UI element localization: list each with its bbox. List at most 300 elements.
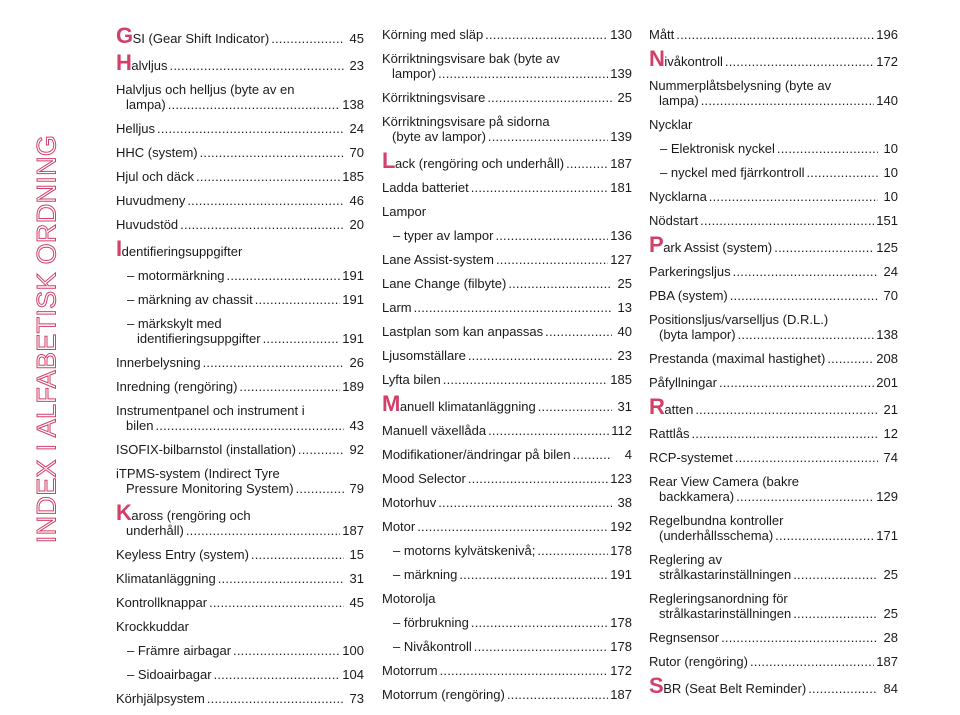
page-number: 15 (349, 547, 364, 562)
dot-leader (691, 426, 878, 441)
index-entry (382, 348, 632, 363)
index-entry (649, 673, 898, 698)
entry-row (116, 595, 364, 610)
index-column-3 (649, 27, 898, 705)
entry-row (116, 97, 364, 112)
dot-leader (468, 471, 608, 486)
entry-first-line (649, 513, 898, 528)
page-number: 178 (610, 543, 632, 558)
index-entry (116, 82, 364, 112)
entry-row (382, 276, 632, 291)
entry-row (382, 372, 632, 387)
page-number: 127 (610, 252, 632, 267)
page-number: 139 (610, 66, 632, 81)
entry-text: – Främre airbagar (127, 643, 232, 658)
page-number: 31 (617, 399, 632, 414)
entry-text: Huvudmeny (116, 193, 186, 208)
entry-row (116, 121, 364, 136)
index-letter: M (382, 391, 400, 416)
entry-text: (byta lampor) (659, 327, 736, 342)
entry-text: Ljusomställare (382, 348, 466, 363)
index-entry (116, 466, 364, 496)
entry-text: Larm (382, 300, 412, 315)
entry-text: Körhjälpsystem (116, 691, 205, 706)
entry-text: Modifikationer/ändringar på bilen (382, 447, 571, 462)
entry-text: Rattlås (649, 426, 690, 441)
dot-leader (168, 97, 341, 112)
index-subentry (649, 141, 898, 156)
entry-row (382, 66, 632, 81)
entry-first-line-text: Nummerplåtsbelysning (byte av (649, 78, 832, 93)
page-number: 70 (349, 145, 364, 160)
entry-row (649, 426, 898, 441)
index-entry (116, 547, 364, 562)
dot-leader (170, 58, 344, 73)
page-number: 130 (610, 27, 632, 42)
entry-row (660, 165, 898, 180)
index-heading (382, 204, 632, 219)
entry-text: strålkastarinställningen (659, 567, 792, 582)
entry-row (382, 495, 632, 510)
entry-first-line (649, 552, 898, 567)
entry-first-line (116, 82, 364, 97)
entry-row (649, 654, 898, 669)
index-subentry (116, 667, 364, 682)
dot-leader (507, 687, 608, 702)
page-number: 187 (610, 687, 632, 702)
page-number: 104 (342, 667, 364, 682)
index-entry (649, 552, 898, 582)
index-entry (649, 46, 898, 71)
entry-row (649, 567, 898, 582)
entry-text: Lane Change (filbyte) (382, 276, 507, 291)
index-entry (382, 471, 632, 486)
index-entry (649, 474, 898, 504)
dot-leader (735, 450, 878, 465)
index-entry (116, 403, 364, 433)
dot-leader (207, 691, 344, 706)
entry-text: HHC (system) (116, 145, 198, 160)
index-entry (382, 252, 632, 267)
page-number: 28 (883, 630, 898, 645)
entry-row (649, 489, 898, 504)
page-number: 31 (349, 571, 364, 586)
entry-text: lampa) (126, 97, 166, 112)
page-number: 189 (342, 379, 364, 394)
entry-row (393, 615, 632, 630)
page-number: 187 (342, 523, 364, 538)
entry-text: Påfyllningar (649, 375, 717, 390)
index-subentry (116, 316, 364, 346)
index-entry (382, 180, 632, 195)
entry-first-line (116, 403, 364, 418)
index-entry (116, 442, 364, 457)
index-letter: I (116, 236, 122, 261)
dot-leader (700, 213, 874, 228)
entry-row (660, 141, 898, 156)
entry-text: Keyless Entry (system) (116, 547, 249, 562)
entry-row (116, 169, 364, 184)
dot-leader (793, 606, 878, 621)
dot-leader (251, 547, 344, 562)
page-number: 21 (883, 402, 898, 417)
page-number: 40 (617, 324, 632, 339)
page-number: 208 (876, 351, 898, 366)
index-entry (116, 500, 364, 538)
entry-row (649, 528, 898, 543)
index-letter: G (116, 23, 133, 48)
dot-leader (187, 193, 344, 208)
page-number: 70 (883, 288, 898, 303)
entry-row (116, 481, 364, 496)
entry-text: underhåll) (126, 523, 184, 538)
page-number: 20 (349, 217, 364, 232)
index-letter: N (649, 46, 665, 71)
page-number: 125 (876, 240, 898, 255)
dot-leader (545, 324, 612, 339)
entry-text: Lastplan som kan anpassas (382, 324, 544, 339)
page-number: 191 (610, 567, 632, 582)
dot-leader (738, 327, 875, 342)
index-entry (116, 193, 364, 208)
entry-text: Nödstart (649, 213, 699, 228)
dot-leader (701, 93, 875, 108)
entry-first-line-text: aross (rengöring och (131, 508, 251, 523)
dot-leader (414, 300, 612, 315)
dot-leader (495, 228, 608, 243)
entry-row (116, 145, 364, 160)
entry-text: Parkeringsljus (649, 264, 731, 279)
entry-first-line-text: Reglering av (649, 552, 722, 567)
index-entry (649, 513, 898, 543)
entry-first-line (382, 51, 632, 66)
entry-text: Motor (382, 519, 416, 534)
entry-text: ISOFIX-bilbarnstol (installation) (116, 442, 296, 457)
entry-row (116, 379, 364, 394)
index-entry (382, 372, 632, 387)
index-entry (116, 23, 364, 48)
index-entry (116, 145, 364, 160)
entry-text: Halvljus (116, 50, 168, 75)
page-number: 185 (610, 372, 632, 387)
entry-first-line (649, 591, 898, 606)
page-number: 45 (349, 595, 364, 610)
dot-leader (719, 375, 874, 390)
index-entry (649, 27, 898, 42)
index-letter: K (116, 500, 132, 525)
entry-text: lampor) (392, 66, 437, 81)
page-number: 191 (342, 292, 364, 307)
entry-text: Kontrollknappar (116, 595, 208, 610)
index-entry (382, 495, 632, 510)
dot-leader (438, 66, 608, 81)
index-entry (382, 519, 632, 534)
page-number: 100 (342, 643, 364, 658)
page-number: 171 (876, 528, 898, 543)
dot-leader (488, 129, 608, 144)
entry-row (649, 375, 898, 390)
dot-leader (721, 630, 878, 645)
dot-leader (440, 663, 609, 678)
entry-first-line (649, 312, 898, 327)
entry-text: Mått (649, 27, 675, 42)
page-number: 138 (876, 327, 898, 342)
dot-leader (233, 643, 340, 658)
entry-text: SBR (Seat Belt Reminder) (649, 673, 807, 698)
entry-first-line (649, 78, 898, 93)
entry-row (393, 228, 632, 243)
entry-row (382, 391, 632, 416)
entry-text: Rutor (rengöring) (649, 654, 748, 669)
dot-leader (537, 543, 608, 558)
index-entry (649, 351, 898, 366)
entry-row (116, 217, 364, 232)
entry-first-line (649, 474, 898, 489)
page-number: 25 (617, 276, 632, 291)
page-number: 23 (617, 348, 632, 363)
page-number: 178 (610, 639, 632, 654)
entry-row (382, 519, 632, 534)
index-entry (116, 217, 364, 232)
dot-leader (417, 519, 608, 534)
entry-text: strålkastarinställningen (659, 606, 792, 621)
dot-leader (566, 156, 608, 171)
entry-text: Park Assist (system) (649, 232, 773, 257)
entry-row (382, 300, 632, 315)
entry-first-line (116, 466, 364, 481)
dot-leader (438, 495, 612, 510)
dot-leader (227, 268, 341, 283)
dot-leader (471, 615, 608, 630)
entry-text: Ratten (649, 394, 694, 419)
heading-text: Motorolja (382, 591, 436, 606)
index-subentry (116, 268, 364, 283)
page-number: 25 (883, 567, 898, 582)
entry-first-line-text: Halvljus och helljus (byte av en (116, 82, 295, 97)
dot-leader (196, 169, 340, 184)
entry-row (382, 129, 632, 144)
dot-leader (573, 447, 612, 462)
entry-text: Prestanda (maximal hastighet) (649, 351, 826, 366)
heading-text: Identifieringsuppgifter (116, 236, 243, 261)
entry-row (127, 643, 364, 658)
dot-leader (468, 348, 612, 363)
entry-text: (byte av lampor) (392, 129, 486, 144)
dot-leader (155, 418, 344, 433)
dot-leader (180, 217, 344, 232)
heading-text: Nycklar (649, 117, 693, 132)
entry-row (649, 351, 898, 366)
dot-leader (736, 489, 874, 504)
dot-leader (496, 252, 608, 267)
page-number: 112 (611, 423, 632, 438)
dot-leader (750, 654, 874, 669)
page-number: 192 (610, 519, 632, 534)
index-entry (382, 27, 632, 42)
dot-leader (807, 165, 879, 180)
entry-row (116, 50, 364, 75)
dot-leader (695, 402, 878, 417)
page-number: 10 (883, 141, 898, 156)
index-entry (382, 148, 632, 173)
entry-text: lampa) (659, 93, 699, 108)
entry-text: GSI (Gear Shift Indicator) (116, 23, 270, 48)
index-letter: R (649, 394, 665, 419)
page-number: 10 (883, 189, 898, 204)
index-subentry (382, 639, 632, 654)
index-subentry (382, 615, 632, 630)
entry-first-line (382, 114, 632, 129)
index-entry (649, 654, 898, 669)
entry-text: backkamera) (659, 489, 735, 504)
page-number: 10 (883, 165, 898, 180)
page-number: 191 (342, 268, 364, 283)
entry-text: – förbrukning (393, 615, 469, 630)
entry-text: Helljus (116, 121, 156, 136)
index-subentry (382, 543, 632, 558)
entry-text: – motorns kylvätskenivå; (393, 543, 536, 558)
dot-leader (471, 180, 609, 195)
page-number: 43 (349, 418, 364, 433)
page-number: 24 (349, 121, 364, 136)
page-number: 46 (349, 193, 364, 208)
entry-row (116, 418, 364, 433)
entry-row (382, 471, 632, 486)
dot-leader (218, 571, 344, 586)
page-number: 123 (610, 471, 632, 486)
index-entry (116, 379, 364, 394)
index-subentry (649, 165, 898, 180)
entry-text: Manuell växellåda (382, 423, 487, 438)
dot-leader (508, 276, 612, 291)
dot-leader (296, 481, 344, 496)
dot-leader (263, 331, 341, 346)
dot-leader (209, 595, 344, 610)
entry-text: PBA (system) (649, 288, 728, 303)
page-number: 140 (876, 93, 898, 108)
entry-text: Körning med släp (382, 27, 484, 42)
entry-row (649, 394, 898, 419)
dot-leader (775, 528, 874, 543)
dot-leader (793, 567, 878, 582)
index-entry (382, 324, 632, 339)
index-entry (649, 312, 898, 342)
index-entry (649, 394, 898, 419)
entry-row (116, 691, 364, 706)
entry-text: Regnsensor (649, 630, 720, 645)
entry-text: Manuell klimatanläggning (382, 391, 536, 416)
entry-text: Motorrum (rengöring) (382, 687, 505, 702)
dot-leader (485, 27, 608, 42)
heading-text: Krockkuddar (116, 619, 189, 634)
page-number: 172 (610, 663, 632, 678)
entry-row (382, 27, 632, 42)
dot-leader (827, 351, 874, 366)
page-number: 201 (876, 375, 898, 390)
page-number: 23 (349, 58, 364, 73)
entry-text: Hjul och däck (116, 169, 195, 184)
entry-text: – nyckel med fjärrkontroll (660, 165, 805, 180)
entry-row (393, 543, 632, 558)
index-entry (382, 423, 632, 438)
page-number: 4 (624, 447, 632, 462)
dot-leader (203, 355, 344, 370)
page-number: 138 (342, 97, 364, 112)
entry-row (649, 213, 898, 228)
index-entry (649, 375, 898, 390)
page-number: 178 (610, 615, 632, 630)
page-number: 151 (876, 213, 898, 228)
page-number: 26 (349, 355, 364, 370)
entry-text: Huvudstöd (116, 217, 179, 232)
entry-text: Klimatanläggning (116, 571, 216, 586)
page-number: 136 (610, 228, 632, 243)
entry-row (116, 23, 364, 48)
index-heading (116, 236, 364, 261)
index-heading (382, 591, 632, 606)
index-entry (116, 571, 364, 586)
index-letter: P (649, 232, 664, 257)
entry-row (382, 447, 632, 462)
page-number: 24 (883, 264, 898, 279)
dot-leader (157, 121, 344, 136)
page-number: 79 (349, 481, 364, 496)
index-entry (649, 213, 898, 228)
index-entry (649, 78, 898, 108)
index-letter: H (116, 50, 132, 75)
dot-leader (725, 54, 874, 69)
dot-leader (487, 90, 612, 105)
entry-row (127, 331, 364, 346)
index-heading (116, 619, 364, 634)
entry-first-line-text: – märkskylt med (127, 316, 222, 331)
index-entry (382, 90, 632, 105)
entry-row (127, 268, 364, 283)
entry-first-line-text: Positionsljus/varselljus (D.R.L.) (649, 312, 829, 327)
entry-row (116, 442, 364, 457)
page-number: 45 (349, 31, 364, 46)
entry-text: bilen (126, 418, 154, 433)
index-column-2 (382, 27, 632, 711)
page-number: 84 (883, 681, 898, 696)
entry-text: Motorhuv (382, 495, 437, 510)
entry-row (393, 639, 632, 654)
entry-text: Mood Selector (382, 471, 466, 486)
entry-text: Lane Assist-system (382, 252, 494, 267)
index-subentry (116, 643, 364, 658)
index-entry (116, 50, 364, 75)
entry-row (649, 327, 898, 342)
page-number: 191 (342, 331, 364, 346)
side-index-title (0, 0, 90, 678)
dot-leader (459, 567, 608, 582)
heading-text: Lampor (382, 204, 427, 219)
entry-first-line-text: iTPMS-system (Indirect Tyre (116, 466, 280, 481)
dot-leader (709, 189, 878, 204)
entry-row (649, 232, 898, 257)
entry-row (649, 46, 898, 71)
index-entry (382, 687, 632, 702)
entry-row (116, 193, 364, 208)
entry-text: Lyfta bilen (382, 372, 441, 387)
dot-leader (214, 667, 341, 682)
index-entry (649, 288, 898, 303)
entry-text: – märkning (393, 567, 458, 582)
entry-text: – typer av lampor (393, 228, 494, 243)
index-entry (116, 355, 364, 370)
entry-text: – Nivåkontroll (393, 639, 472, 654)
page-number: 73 (349, 691, 364, 706)
